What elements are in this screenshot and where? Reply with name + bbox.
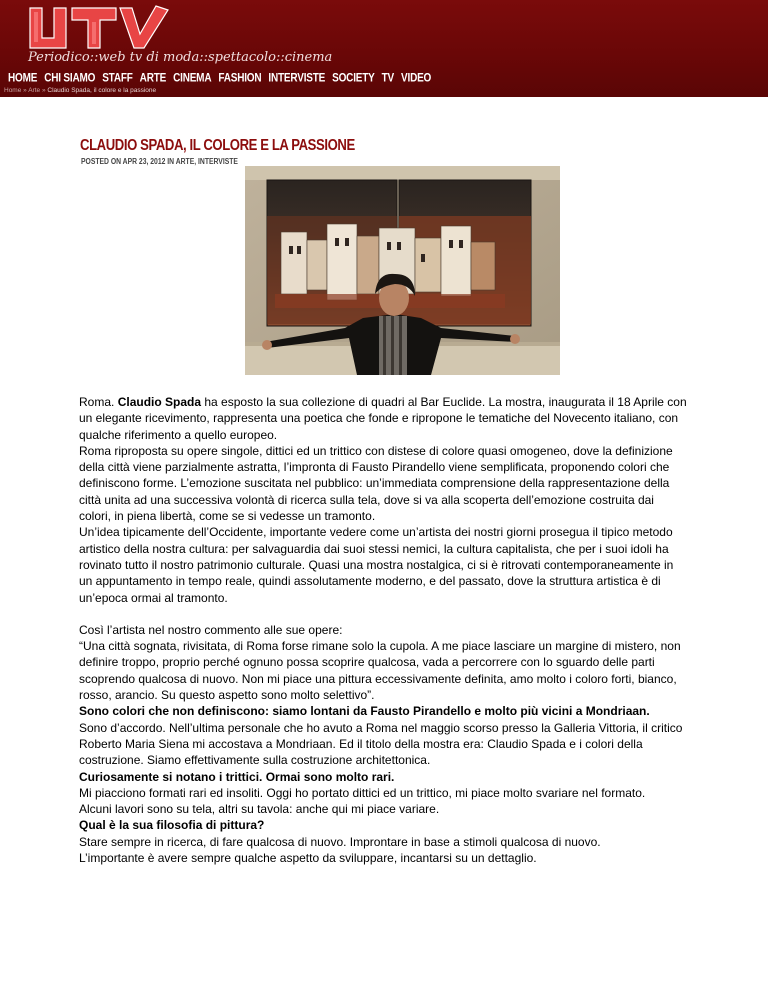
article-paragraph: Roma riproposta su opere singole, dittici ed un trittico con distese di colore quasi omogeneo, dove la definizione della città viene parzialmente astratta, l’impronta di Fausto Pirandello viene semplificata, proponendo colori che definiscono forme. L’emozione suscitata nel pubblico: un’immediata comprensione della rappresentazione della città unita ad una successiva volontà di ricerca sulla tela, dove si va alla scoperta dell’emozione costruita dai colori, in piena libertà, come se si vedesse un tramonto.	[79, 443, 673, 524]
utv-logo[interactable]	[28, 4, 173, 52]
breadcrumb-section[interactable]: Arte	[28, 87, 41, 94]
nav-arte[interactable]: ARTE	[139, 72, 167, 85]
interview-answer: Stare sempre in ricerca, di fare qualcosa di nuovo. Improntare in base a stimoli qualcosa di nuovo.	[79, 834, 601, 849]
breadcrumb-home[interactable]: Home	[4, 87, 22, 94]
article-paragraph: Un’idea tipicamente dell’Occidente, importante vedere come un’artista dei nostri giorni prosegua il tipico metodo artistico della nostra cultura: per salvaguardia dai suoi stessi nemici, la cultura capitalista, che per i suoi idoli ha rovinato tutto il nostro patrimonio culturale. Quasi una mostra nostalgica, ci si è ritrovati contemporaneamente in un appuntamento in tempo reale, quindi assolutamente moderno, e del passato, dove la struttura artistica è di un’epoca ormai al tramonto.	[79, 525, 674, 605]
text-span: Roma.	[79, 395, 118, 409]
site-header	[0, 0, 768, 97]
interview-answer: Alcuni lavori sono su tela, altri su tavola: anche qui mi piace variare.	[79, 802, 440, 817]
site-tagline: Periodico::web tv di moda::spettacolo::cinema	[28, 50, 333, 65]
text-span: ha esposto la sua collezione di quadri al Bar Euclide. La mostra, inaugurata il 18 Aprile con un elegante ricevimento, rappresenta una poetica che fonde e ripropone le tematiche del Novecento italiano, con qualche riferimento a quello europeo.	[79, 395, 687, 442]
interview-answer: Sono d’accordo. Nell’ultima personale che ho avuto a Roma nel maggio scorso presso la Galleria Vittoria, il critico Roberto Maria Siena mi accostava a Mondriaan. Ed il titolo della mostra era: Claudio Spada e i colori della costruzione. Siamo effettivamente sulla costruzione architettonica.	[79, 720, 683, 768]
nav-cinema[interactable]: CINEMA	[173, 72, 212, 85]
post-date: POSTED ON APR 23, 2012 IN	[81, 157, 176, 166]
nav-society[interactable]: SOCIETY	[332, 72, 375, 85]
nav-chi-siamo[interactable]: CHI SIAMO	[44, 72, 96, 85]
article-body	[79, 394, 689, 866]
interview-question	[79, 769, 689, 785]
interview-answer: Mi piacciono formati rari ed insoliti. Oggi ho portato dittici ed un trittico, mi piace molto svariare nel formato.	[79, 785, 646, 800]
breadcrumb-separator: »	[21, 87, 29, 94]
main-nav	[8, 73, 431, 84]
breadcrumb-current: Claudio Spada, il colore e la passione	[47, 87, 157, 94]
post-title: CLAUDIO SPADA, IL COLORE E LA PASSIONE	[80, 137, 355, 154]
nav-interviste[interactable]: INTERVISTE	[268, 72, 326, 85]
interview-question	[79, 703, 689, 719]
article-photo	[245, 166, 560, 375]
article-paragraph	[79, 394, 689, 443]
post-meta	[81, 157, 238, 166]
category-link-interviste[interactable]: INTERVISTE	[198, 157, 238, 166]
nav-fashion[interactable]: FASHION	[218, 72, 262, 85]
nav-tv[interactable]: TV	[381, 72, 395, 85]
question-text: Sono colori che non definiscono: siamo lontani da Fausto Pirandello e molto più vicini a Mondriaan.	[79, 704, 650, 719]
artist-name: Claudio Spada	[117, 395, 202, 409]
breadcrumb-separator: »	[40, 87, 48, 94]
category-separator: ,	[194, 157, 199, 166]
article-paragraph: “Una città sognata, rivisitata, di Roma forse rimane solo la cupola. A me piace lasciare un margine di mistero, non definire troppo, proprio perché ognuno possa scoprire qualcosa, vada a percorrere con lo sguardo delle parti scoprendo qualcosa di nuovo. Non mi piace una pittura eccessivamente definita, amo molto i coloro forti, bianco, rosso, arancio. Su questo aspetto sono molto selettivo”.	[79, 639, 681, 703]
nav-staff[interactable]: STAFF	[102, 72, 133, 85]
question-text: Qual è la sua filosofia di pittura?	[79, 818, 265, 833]
interview-answer: L’importante è avere sempre qualche aspetto da sviluppare, incantarsi su un dettaglio.	[79, 851, 537, 866]
breadcrumb	[4, 87, 156, 94]
category-link-arte[interactable]: ARTE	[175, 157, 195, 166]
nav-video[interactable]: VIDEO	[401, 72, 432, 85]
interview-question	[79, 817, 689, 833]
article-paragraph: Così l’artista nel nostro commento alle sue opere:	[79, 622, 343, 637]
nav-home[interactable]: HOME	[8, 72, 38, 85]
question-text: Curiosamente si notano i trittici. Ormai sono molto rari.	[79, 769, 395, 784]
